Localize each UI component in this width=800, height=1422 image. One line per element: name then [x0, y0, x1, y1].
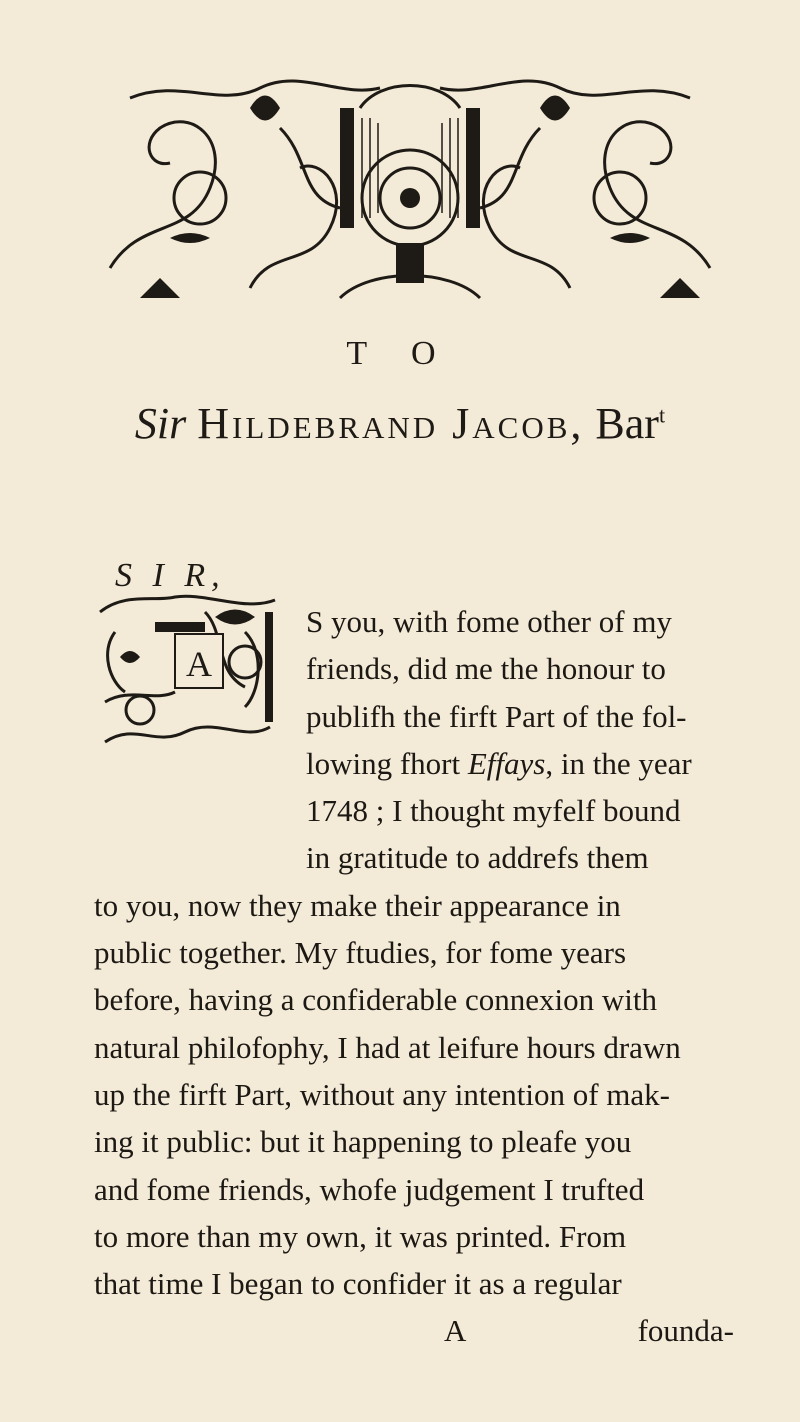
text-line — [94, 740, 734, 787]
signature-mark: A — [444, 1313, 467, 1349]
italic-word: Effays — [467, 745, 546, 781]
dedicatee-title-sup: t — [658, 402, 666, 428]
ornamental-headpiece-icon — [100, 68, 720, 310]
text-line: to more than my own, it was printed. From — [94, 1218, 627, 1254]
text-line: in gratitude to addrefs them — [306, 840, 649, 876]
dedicatee-prefix: Sir — [134, 399, 187, 448]
catchword: founda- — [637, 1313, 734, 1349]
text-line: to you, now they make their appearance in — [94, 887, 621, 923]
text-line: publifh the firft Part of the fol- — [306, 698, 687, 734]
text-line: ing it public: but it happening to pleafe you — [94, 1124, 632, 1160]
salutation: S I R, — [115, 557, 226, 594]
text-line: public together. My ftudies, for fome years — [94, 935, 627, 971]
text-line: and fome friends, whofe judgement I trufted — [94, 1171, 645, 1207]
dedicatee-title: Bar — [595, 399, 659, 448]
text-line: natural philofophy, I had at leifure hours drawn — [94, 1029, 681, 1065]
text-line: friends, did me the honour to — [306, 651, 666, 687]
text-line: 1748 ; I thought myfelf bound — [306, 793, 681, 829]
text-line-part: , in the year — [545, 745, 692, 781]
dedicatee-full-name: Hildebrand Jacob, — [197, 399, 585, 448]
text-line: up the firft Part, without any intention of mak- — [94, 1076, 670, 1112]
text-line: before, having a confiderable connexion with — [94, 982, 657, 1018]
initial-letter: A — [186, 644, 212, 684]
text-line: S you, with fome other of my — [306, 604, 672, 639]
page-footer — [94, 1307, 734, 1354]
dedicatee-name — [0, 399, 800, 448]
text-line-part: lowing fhort — [306, 745, 468, 781]
text-line: that time I began to confider it as a regular — [94, 1266, 622, 1302]
dedication-heading: T O — [346, 335, 454, 372]
body-paragraph — [94, 598, 734, 1355]
